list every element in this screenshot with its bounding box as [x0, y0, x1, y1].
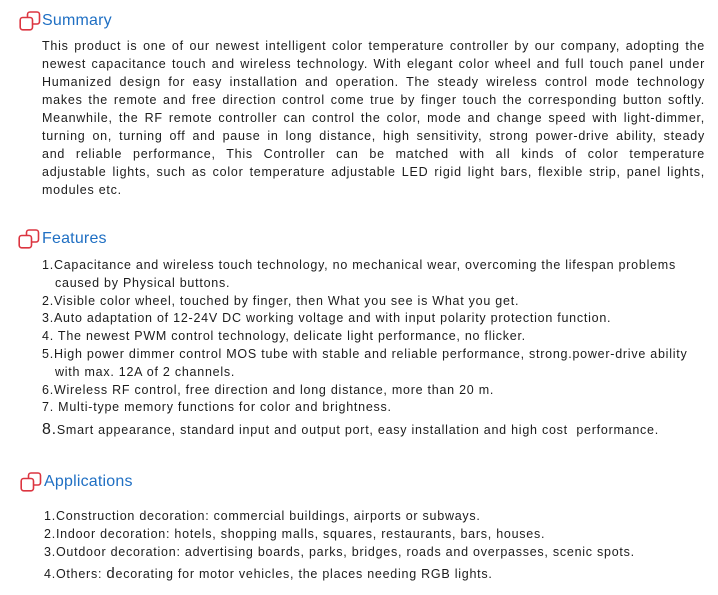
- checkbox-icon: [20, 472, 42, 492]
- item-number: 8.: [42, 421, 57, 439]
- item-number: 2.: [42, 293, 54, 308]
- list-item: [44, 526, 635, 544]
- item-text: Capacitance and wireless touch technology, no mechanical wear, overcoming the lifespan problems: [53, 258, 676, 272]
- item-number: 6.: [42, 382, 54, 397]
- list-item: [44, 563, 635, 584]
- summary-line: Humanized design for easy installation and operation. The steady wireless control mode technology: [42, 75, 705, 89]
- list-item: [42, 328, 687, 346]
- item-drop-letter: d: [106, 565, 116, 583]
- item-text: Indoor decoration: hotels, shopping malls, squares, restaurants, bars, houses.: [55, 526, 546, 541]
- item-text: Others:: [55, 567, 107, 582]
- item-number: 1.: [44, 509, 56, 523]
- summary-line: newest capacitance touch and wireless technology. With elegant color wheel and full touch panel under: [42, 57, 705, 71]
- summary-line: This product is one of our newest intelligent color temperature controller by our company, adopting the: [42, 39, 705, 53]
- list-item: [42, 382, 687, 400]
- item-text: Smart appearance, standard input and output port, easy installation and high cost performance.: [56, 423, 659, 438]
- item-text: The newest PWM control technology, delicate light performance, no flicker.: [53, 329, 526, 344]
- item-text: High power dimmer control MOS tube with stable and reliable performance, strong.power-drive ability: [53, 346, 688, 361]
- item-text: Visible color wheel, touched by finger, then What you see is What you get.: [53, 293, 520, 308]
- summary-line: modules etc.: [42, 183, 122, 197]
- item-text: Wireless RF control, free direction and long distance, more than 20 m.: [53, 382, 495, 397]
- item-number: 4.: [44, 567, 56, 582]
- list-item-continued: caused by Physical buttons.: [55, 275, 231, 290]
- item-number: 2.: [44, 526, 56, 541]
- summary-line: adjustable lights, such as color temperature adjustable LED rigid light bars, flexible strip, panel lights,: [42, 165, 705, 179]
- features-heading: Features: [42, 230, 107, 247]
- features-list: [42, 257, 687, 440]
- checkbox-icon: [19, 11, 41, 31]
- summary-paragraph: [42, 37, 705, 199]
- list-item: [42, 399, 687, 417]
- item-number: 7.: [42, 400, 54, 415]
- item-text: Construction decoration: commercial buildings, airports or subways.: [55, 509, 481, 523]
- item-text: Multi-type memory functions for color and brightness.: [53, 400, 392, 415]
- summary-line: and reliable performance, This Controller can be matched with all kinds of color temperature: [42, 147, 705, 161]
- checkbox-icon: [18, 229, 40, 249]
- summary-line: makes the remote and free direction control come true by finger touch the corresponding button softly.: [42, 93, 705, 107]
- applications-heading: Applications: [44, 473, 133, 490]
- summary-heading: Summary: [42, 12, 112, 29]
- list-item: [44, 508, 635, 526]
- item-text-after: ecorating for motor vehicles, the places needing RGB lights.: [115, 567, 493, 582]
- item-number: 3.: [42, 311, 54, 326]
- item-number: 3.: [44, 544, 56, 559]
- item-text: Auto adaptation of 12-24V DC working voltage and with input polarity protection function.: [53, 311, 612, 326]
- list-item: [42, 257, 687, 275]
- summary-line: Meanwhile, the RF remote controller can control the color, mode and change speed with light-dimmer,: [42, 111, 705, 125]
- list-item: [42, 293, 687, 311]
- list-item-continued: with max. 12A of 2 channels.: [55, 364, 236, 379]
- list-item: [42, 419, 687, 440]
- list-item: [42, 310, 687, 328]
- list-item: [42, 346, 687, 364]
- list-item: [44, 544, 635, 562]
- item-number: 1.: [42, 258, 54, 272]
- item-number: 5.: [42, 346, 54, 361]
- summary-line: turning on, turning off and pause in long distance, high sensitivity, strong power-drive ability, steady: [42, 129, 705, 143]
- item-text: Outdoor decoration: advertising boards, parks, bridges, roads and overpasses, scenic spots.: [55, 544, 635, 559]
- item-number: 4.: [42, 329, 54, 344]
- applications-list: [44, 508, 635, 584]
